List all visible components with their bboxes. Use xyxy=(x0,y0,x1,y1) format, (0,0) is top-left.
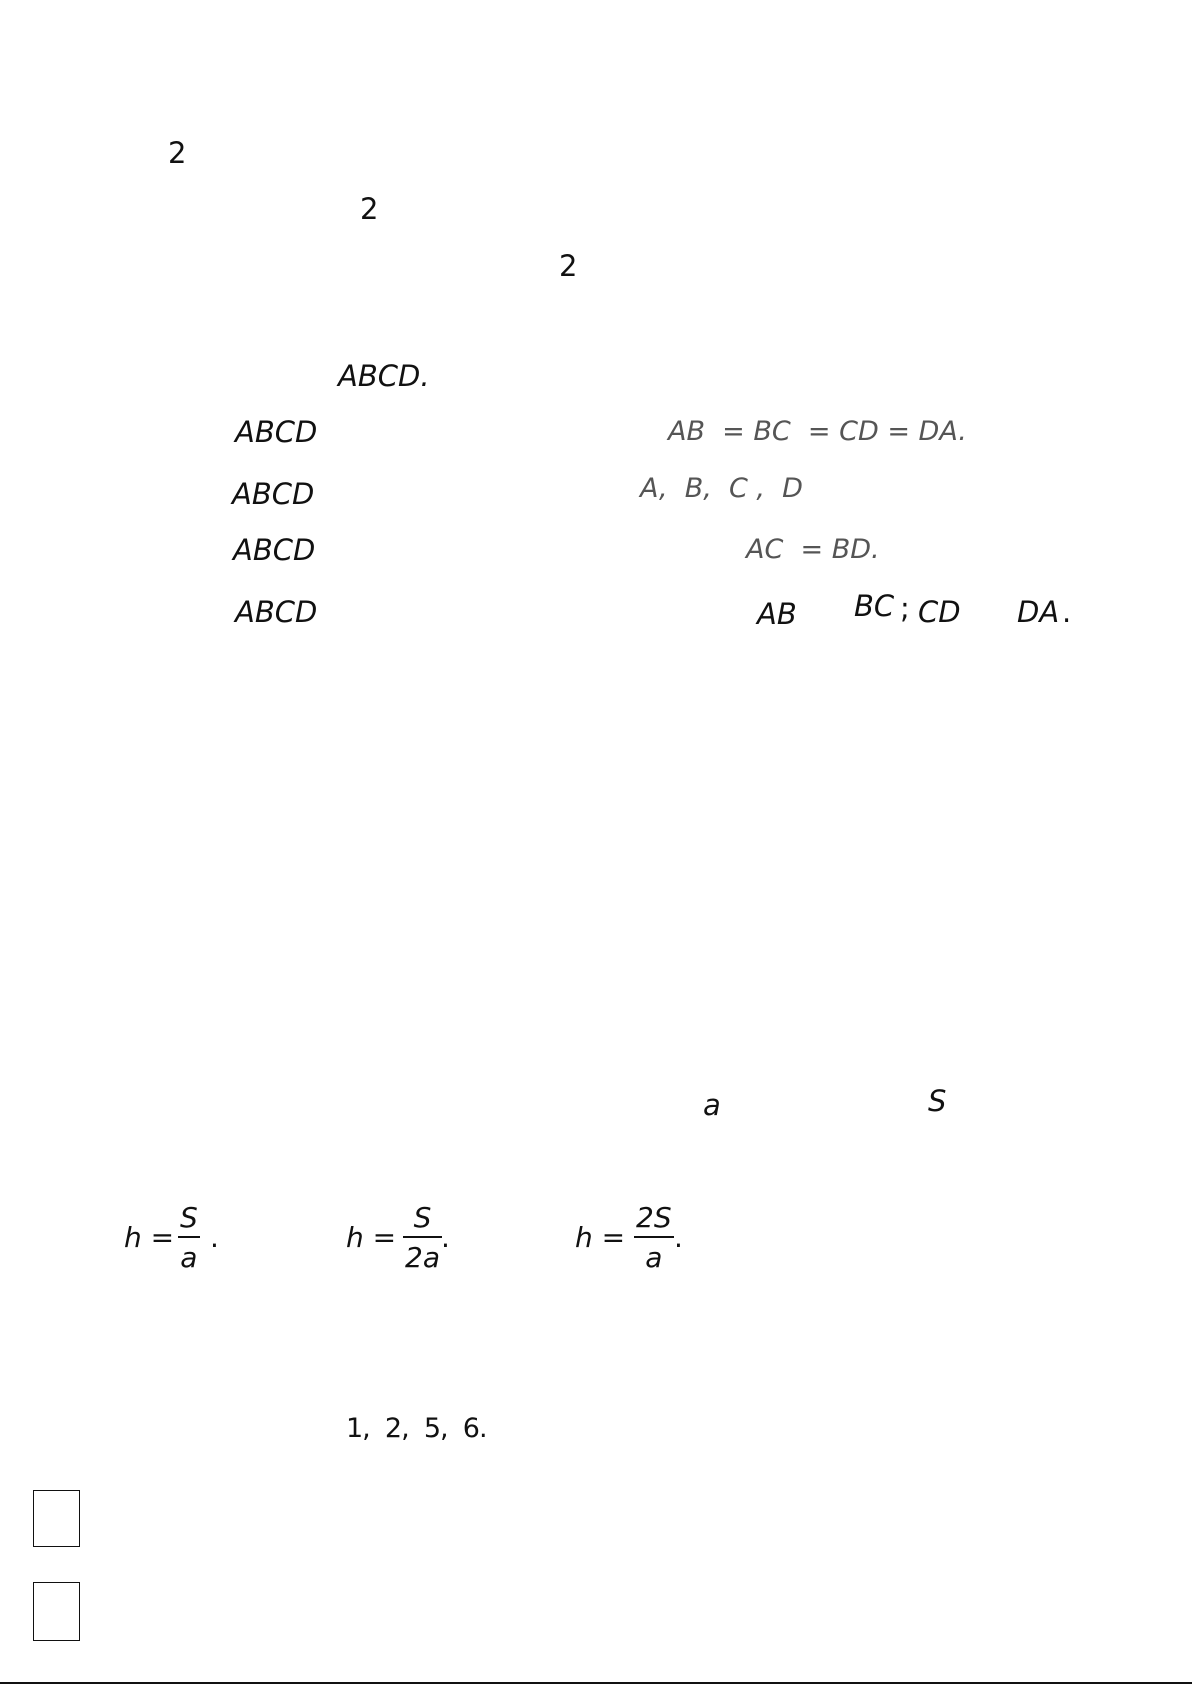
answer-box-2[interactable] xyxy=(33,1582,80,1641)
formula-1-fraction-bar xyxy=(178,1236,200,1238)
statement-4-cond-da: DA xyxy=(1017,595,1060,629)
bottom-divider xyxy=(0,1682,1192,1684)
statement-4-end: . xyxy=(1062,595,1072,629)
statement-3-subject: ABCD xyxy=(233,533,316,567)
header-number-3: 2 xyxy=(559,249,578,283)
formula-2-denominator: 2a xyxy=(405,1241,440,1274)
formula-1-numerator: S xyxy=(180,1201,198,1234)
formula-1-lhs: h = xyxy=(124,1221,175,1254)
statement-4-cond-ab: AB xyxy=(757,597,797,631)
header-number-1: 2 xyxy=(168,136,187,170)
formula-3-fraction-bar xyxy=(634,1236,674,1238)
formula-3-end: . xyxy=(674,1221,683,1254)
statement-1-subject: ABCD xyxy=(235,415,318,449)
formula-2-end: . xyxy=(441,1221,450,1254)
answer-box-1[interactable] xyxy=(33,1490,80,1547)
formula-1-denominator: a xyxy=(180,1241,198,1274)
formula-2-fraction-bar xyxy=(403,1236,442,1238)
statement-2-condition: A, B, C , D xyxy=(640,473,803,504)
statement-2-subject: ABCD xyxy=(232,477,315,511)
statement-1-condition: AB = BC = CD = DA. xyxy=(668,416,967,447)
formula-3-numerator: 2S xyxy=(636,1201,672,1234)
statement-4-subject: ABCD xyxy=(235,595,318,629)
side-variable: a xyxy=(703,1088,721,1122)
answer-value: 1, 2, 5, 6. xyxy=(346,1413,487,1444)
header-number-2: 2 xyxy=(360,192,379,226)
formula-2-lhs: h = xyxy=(346,1221,397,1254)
formula-2-fraction xyxy=(403,1201,442,1274)
statement-3-condition: AC = BD. xyxy=(746,534,880,565)
formula-3-fraction xyxy=(634,1201,674,1274)
formula-1-end: . xyxy=(210,1221,219,1254)
statement-4-cond-bc: BC xyxy=(854,589,895,623)
formula-2-numerator: S xyxy=(413,1201,432,1234)
formula-3-lhs: h = xyxy=(575,1221,626,1254)
formula-3-denominator: a xyxy=(645,1241,663,1274)
statement-4-cond-cd: CD xyxy=(918,595,961,629)
question-figure-label: ABCD. xyxy=(338,359,430,393)
statement-4-separator: ; xyxy=(900,591,910,625)
area-variable: S xyxy=(928,1084,947,1118)
formula-1-fraction xyxy=(178,1201,200,1274)
